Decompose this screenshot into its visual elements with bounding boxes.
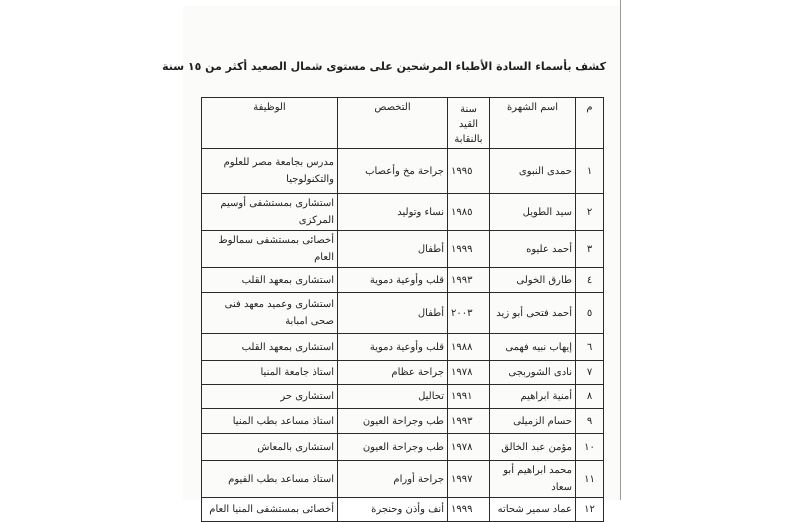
row-number: ٩ [576,409,604,434]
row-number: ١٠ [576,434,604,461]
registration-year: ١٩٩٥ [448,149,490,194]
specialty: قلب وأوعية دموية [338,334,448,361]
table-row [202,149,604,194]
table-row [202,268,604,293]
doctor-name: أحمد فتحى أبو زيد [490,293,576,334]
document-title: كشف بأسماء السادة الأطباء المرشحين على مستوى شمال الصعيد أكثر من ١٥ سنة [162,60,606,73]
doctor-name: مؤمن عبد الخالق [490,434,576,461]
table-row [202,194,604,231]
doctor-name: حسام الزميلى [490,409,576,434]
table-row [202,409,604,434]
job-title: استشارى وعميد معهد فنى صحى امبابة [202,293,338,334]
doctor-name: إيهاب نبيه فهمى [490,334,576,361]
job-title: استشارى بمعهد القلب [202,268,338,293]
row-number: ٣ [576,231,604,268]
job-title: استشارى بمعهد القلب [202,334,338,361]
table-row [202,434,604,461]
registration-year: ١٩٩٧ [448,461,490,498]
specialty: أطفال [338,293,448,334]
job-title: استشارى حر [202,385,338,409]
job-title: مدرس بجامعة مصر للعلوم والتكنولوجيا [202,149,338,194]
registration-year: ١٩٩١ [448,385,490,409]
header-job: الوظيفة [202,98,338,149]
row-number: ٤ [576,268,604,293]
specialty: أنف وأذن وحنجرة [338,498,448,522]
specialty: نساء وتوليد [338,194,448,231]
table-row [202,361,604,385]
job-title: أخصائى بمستشفى المنيا العام [202,498,338,522]
page-edge [620,0,621,500]
table-header-row [202,98,604,149]
row-number: ١٢ [576,498,604,522]
job-title: استاذ جامعة المنيا [202,361,338,385]
registration-year: ٢٠٠٣ [448,293,490,334]
table-row [202,385,604,409]
header-specialty: التخصص [338,98,448,149]
doctor-name: محمد ابراهيم أبو سعاد [490,461,576,498]
job-title: استاذ مساعد بطب الفيوم [202,461,338,498]
doctor-name: طارق الخولى [490,268,576,293]
specialty: تحاليل [338,385,448,409]
row-number: ١ [576,149,604,194]
job-title: استشارى بالمعاش [202,434,338,461]
registration-year: ١٩٩٣ [448,268,490,293]
doctor-name: عماد سمير شحاته [490,498,576,522]
row-number: ٦ [576,334,604,361]
header-name: اسم الشهرة [490,98,576,149]
doctor-name: سيد الطويل [490,194,576,231]
table-row [202,293,604,334]
table-row [202,231,604,268]
doctor-name: أمنية ابراهيم [490,385,576,409]
registration-year: ١٩٧٨ [448,434,490,461]
specialty: أطفال [338,231,448,268]
row-number: ٥ [576,293,604,334]
specialty: طب وجراحة العيون [338,409,448,434]
registration-year: ١٩٩٣ [448,409,490,434]
header-year: سنة القيد بالنقابة [448,98,490,149]
registration-year: ١٩٩٩ [448,231,490,268]
table-row [202,334,604,361]
row-number: ١١ [576,461,604,498]
registration-year: ١٩٧٨ [448,361,490,385]
registration-year: ١٩٨٥ [448,194,490,231]
table-row [202,498,604,522]
doctor-name: أحمد عليوه [490,231,576,268]
row-number: ٨ [576,385,604,409]
job-title: استاذ مساعد بطب المنيا [202,409,338,434]
specialty: قلب وأوعية دموية [338,268,448,293]
job-title: استشارى بمستشفى أوسيم المركزى [202,194,338,231]
specialty: جراحة مخ وأعصاب [338,149,448,194]
registration-year: ١٩٩٩ [448,498,490,522]
job-title: أخصائى بمستشفى سمالوط العام [202,231,338,268]
row-number: ٧ [576,361,604,385]
candidates-table [201,97,604,522]
registration-year: ١٩٨٨ [448,334,490,361]
doctor-name: نادى الشوربجى [490,361,576,385]
row-number: ٢ [576,194,604,231]
specialty: جراحة أورام [338,461,448,498]
specialty: جراحة عظام [338,361,448,385]
specialty: طب وجراحة العيون [338,434,448,461]
header-number: م [576,98,604,149]
doctor-name: حمدى النبوى [490,149,576,194]
table-row [202,461,604,498]
